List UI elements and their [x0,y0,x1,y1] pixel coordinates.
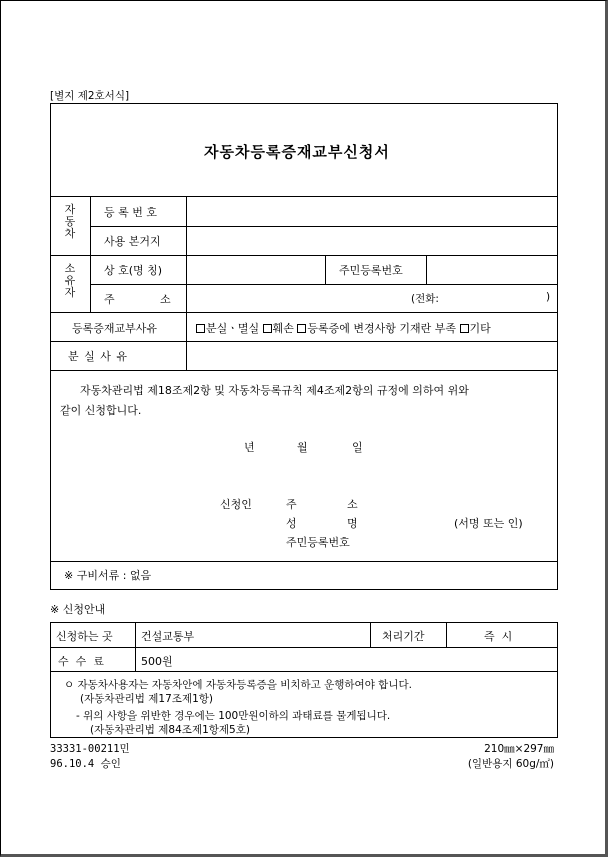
form-code: 33331-00211민 [50,743,130,755]
guide-note-4: (자동차관리법 제84조제1항제5호) [90,724,250,736]
declaration-line2: 같이 신청합니다. [60,404,142,417]
date-month-label: 월 [297,441,308,454]
documents-note: ※ 구비서류 : 없음 [64,569,152,582]
owner-name-field[interactable] [188,257,324,283]
owner-section-label: 소 유 자 [64,262,76,299]
paper-size: 210㎜×297㎜ [484,743,554,755]
applicant-label: 신청인 [220,498,252,511]
reason-option-insufficient-space[interactable]: 등록증에 변경사항 기재란 부족 [297,322,456,335]
registration-number-field[interactable] [188,198,556,224]
loss-reason-field[interactable] [188,343,556,369]
fee-value: 500원 [141,655,173,668]
loss-reason-label: 분 실 사 유 [68,350,128,363]
phone-close: ) [546,291,551,303]
owner-name-label: 상 호(명 칭) [104,264,163,277]
form-title: 자동차등록증재교부신청서 [204,143,390,161]
applicant-resident-number-label: 주민등록번호 [286,536,350,549]
guide-heading: ※ 신청안내 [50,603,106,616]
base-location-field[interactable] [188,228,556,254]
applicant-address-label-left: 주 [286,498,297,511]
guide-note-1: ㅇ 자동차사용자는 자동차안에 자동차등록증을 비치하고 운행하여야 합니다. [64,679,412,691]
checkbox-icon[interactable] [297,324,306,333]
paper-type: (일반용지 60g/㎡) [467,758,554,770]
reason-option-lost[interactable]: 분실ㆍ멸실 [196,322,259,335]
reason-option-other[interactable]: 기타 [460,322,491,335]
resident-number-label: 주민등록번호 [339,264,403,277]
checkbox-icon[interactable] [196,324,205,333]
checkbox-icon[interactable] [460,324,469,333]
address-label-left: 주 [104,293,115,306]
guide-note-3: - 위의 사항을 위반한 경우에는 100만원이하의 과태료를 물게됩니다. [76,710,391,722]
date-day-label: 일 [352,441,363,454]
reissue-reason-options [196,320,491,336]
signature-label: (서명 또는 인) [454,517,523,530]
checkbox-icon[interactable] [263,324,272,333]
form-label: [별지 제2호서식] [50,90,130,102]
reissue-reason-label: 등록증재교부사유 [72,322,158,335]
processing-period-value: 즉 시 [484,630,513,643]
reason-option-damaged[interactable]: 훼손 [263,322,294,335]
resident-number-field[interactable] [428,257,556,283]
applicant-address-label-right: 소 [347,498,358,511]
date-year-label: 년 [244,441,255,454]
applicant-name-label-right: 명 [347,517,358,530]
registration-number-label: 등 록 번 호 [104,206,157,219]
fee-label: 수 수 료 [58,655,104,668]
vehicle-section-label: 자 동 차 [64,203,76,240]
office-label: 신청하는 곳 [56,630,113,643]
base-location-label: 사용 본거지 [104,235,161,248]
office-value: 건설교통부 [141,630,195,643]
address-label-right: 소 [160,293,171,306]
phone-label: (전화: [411,293,439,305]
guide-note-2: (자동차관리법 제17조제1항) [80,693,214,705]
processing-period-label: 처리기간 [382,630,425,643]
phone-field[interactable] [450,286,545,311]
approval-date: 96.10.4 승인 [50,758,121,770]
declaration-line1: 자동차관리법 제18조제2항 및 자동차등록규칙 제4조제2항의 규정에 의하여 위와 [80,384,469,397]
address-field[interactable] [188,286,408,311]
applicant-name-label-left: 성 [286,517,297,530]
